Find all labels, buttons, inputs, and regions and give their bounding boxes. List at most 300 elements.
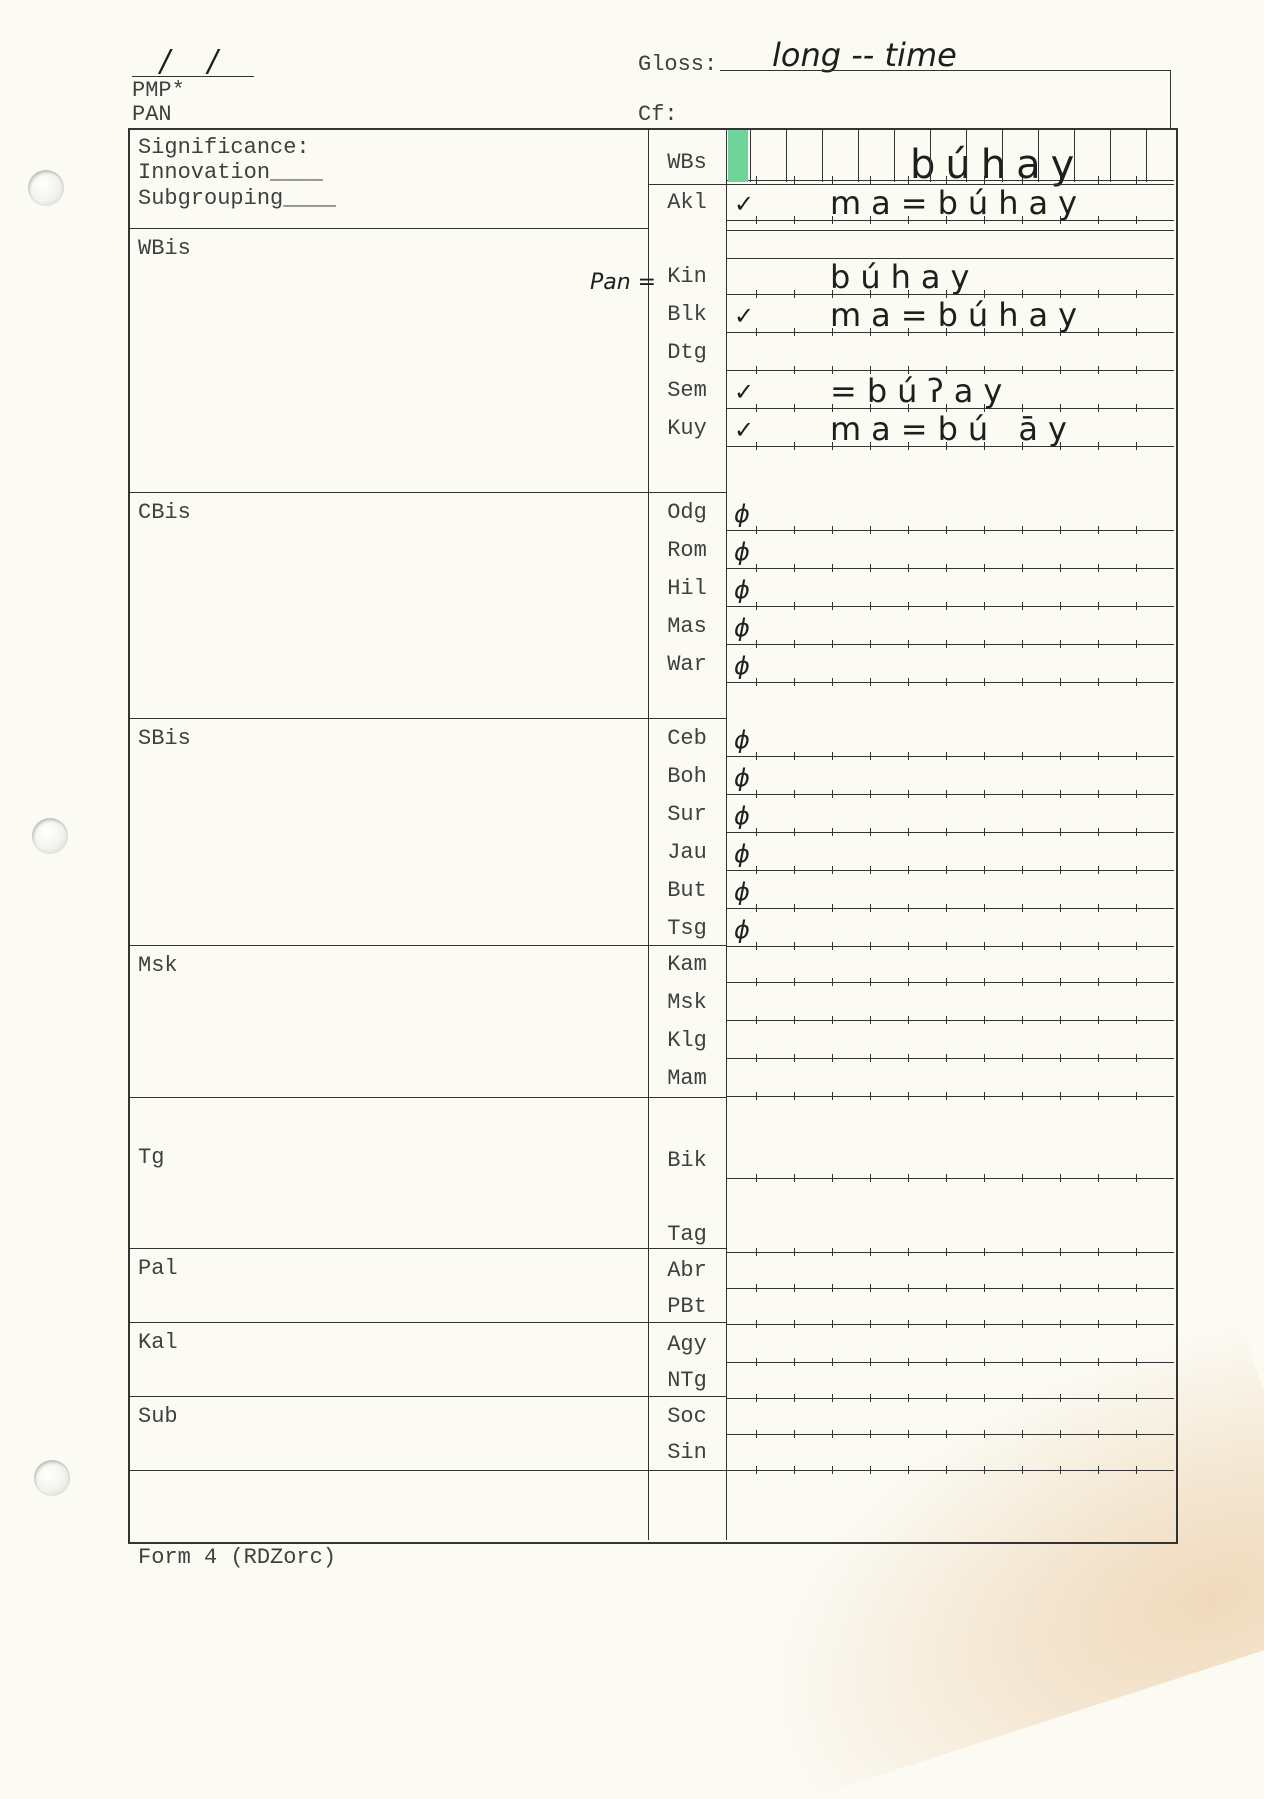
header-cell-divider [966, 128, 967, 182]
tick-mark [946, 866, 947, 874]
group-label-sub: Sub [138, 1404, 178, 1429]
form-footer: Form 4 (RDZorc) [138, 1545, 337, 1570]
tick-mark [832, 678, 833, 686]
date-underline [132, 76, 254, 77]
tick-mark [946, 828, 947, 836]
cf-label: Cf: [638, 102, 678, 127]
header-cell-divider [858, 128, 859, 182]
tick-mark [870, 564, 871, 572]
group-label-tg: Tg [138, 1145, 165, 1170]
tick-mark [832, 1430, 833, 1438]
tick-mark [832, 602, 833, 610]
tick-mark [756, 290, 757, 298]
language-code-wbs: WBs [667, 150, 707, 175]
tick-mark [756, 564, 757, 572]
tick-mark [1098, 1320, 1099, 1328]
tick-mark [794, 1394, 795, 1402]
language-code-hil: Hil [667, 576, 707, 601]
tick-mark [1136, 1174, 1137, 1182]
tick-mark [1098, 404, 1099, 412]
tick-mark [1022, 526, 1023, 534]
tick-mark [908, 526, 909, 534]
tick-mark [870, 176, 871, 184]
tick-mark [1136, 1358, 1137, 1366]
tick-mark [794, 442, 795, 450]
pan-label: PAN [132, 102, 172, 127]
tick-mark [908, 1248, 909, 1256]
language-code-kin: Kin [667, 264, 707, 289]
group-label-msk: Msk [138, 953, 178, 978]
tick-mark [946, 942, 947, 950]
tick-mark [1098, 678, 1099, 686]
tick-mark [908, 640, 909, 648]
tick-mark [1098, 1174, 1099, 1182]
tick-mark [1060, 526, 1061, 534]
tick-mark [946, 526, 947, 534]
tick-mark [794, 1174, 795, 1182]
tick-mark [1136, 942, 1137, 950]
language-code-msk: Msk [667, 990, 707, 1015]
tick-mark [1060, 942, 1061, 950]
tick-mark [870, 1466, 871, 1474]
check-mark: ϕ [734, 840, 750, 868]
tick-mark [1098, 366, 1099, 374]
tick-mark [832, 1174, 833, 1182]
tick-mark [984, 1284, 985, 1292]
tick-mark [1060, 1092, 1061, 1100]
header-cell-divider [822, 128, 823, 182]
tick-mark [946, 1248, 947, 1256]
check-mark: ϕ [734, 576, 750, 604]
tick-mark [908, 1174, 909, 1182]
tick-mark [1098, 1358, 1099, 1366]
tick-mark [794, 176, 795, 184]
tick-mark [908, 176, 909, 184]
language-code-rom: Rom [667, 538, 707, 563]
tick-mark [946, 1358, 947, 1366]
tick-mark [832, 526, 833, 534]
tick-mark [1136, 216, 1137, 224]
tick-mark [870, 904, 871, 912]
tick-mark [1098, 1016, 1099, 1024]
group-label-pal: Pal [138, 1256, 178, 1281]
check-mark: ϕ [734, 916, 750, 944]
tick-mark [946, 1092, 947, 1100]
tick-mark [1060, 1248, 1061, 1256]
tick-mark [984, 978, 985, 986]
tick-mark [946, 752, 947, 760]
tick-mark [756, 216, 757, 224]
tick-mark [870, 978, 871, 986]
tick-mark [908, 678, 909, 686]
tick-mark [946, 564, 947, 572]
tick-mark [1022, 678, 1023, 686]
group-label-wbis: WBis [138, 236, 191, 261]
tick-mark [832, 1358, 833, 1366]
tick-mark [946, 1054, 947, 1062]
language-code-but: But [667, 878, 707, 903]
group-divider [128, 492, 726, 493]
tick-mark [1136, 866, 1137, 874]
header-cell-divider [894, 128, 895, 182]
tick-mark [946, 1174, 947, 1182]
innovation-label: Innovation____ [138, 160, 323, 185]
tick-mark [984, 1430, 985, 1438]
tick-mark [1136, 678, 1137, 686]
tick-mark [794, 904, 795, 912]
tick-mark [794, 1358, 795, 1366]
check-mark: ϕ [734, 878, 750, 906]
tick-mark [1060, 1284, 1061, 1292]
language-code-ntg: NTg [667, 1368, 707, 1393]
tick-mark [946, 1284, 947, 1292]
check-mark: ϕ [734, 802, 750, 830]
punch-hole-top [28, 170, 64, 206]
tick-mark [1136, 526, 1137, 534]
tick-mark [908, 1394, 909, 1402]
tick-mark [832, 1320, 833, 1328]
tick-mark [870, 790, 871, 798]
cognate-form-blk: ma=búhay [830, 296, 1088, 334]
tick-mark [1098, 216, 1099, 224]
tick-mark [870, 526, 871, 534]
check-mark: ✓ [734, 190, 755, 218]
tick-mark [1022, 752, 1023, 760]
tick-mark [946, 1320, 947, 1328]
check-mark: ϕ [734, 652, 750, 680]
tick-mark [984, 1358, 985, 1366]
tick-mark [756, 1174, 757, 1182]
language-code-sur: Sur [667, 802, 707, 827]
tick-mark [908, 828, 909, 836]
tick-mark [1136, 1016, 1137, 1024]
tick-mark [794, 602, 795, 610]
tick-mark [870, 1092, 871, 1100]
tick-mark [1136, 1466, 1137, 1474]
header-cell-divider [1146, 128, 1147, 182]
tick-mark [756, 828, 757, 836]
tick-mark [1022, 1284, 1023, 1292]
tick-mark [756, 602, 757, 610]
language-code-soc: Soc [667, 1404, 707, 1429]
tick-mark [756, 1320, 757, 1328]
tick-mark [908, 1430, 909, 1438]
tick-mark [1022, 828, 1023, 836]
tick-mark [794, 1248, 795, 1256]
tick-mark [908, 564, 909, 572]
tick-mark [1060, 752, 1061, 760]
language-code-odg: Odg [667, 500, 707, 525]
tick-mark [1136, 904, 1137, 912]
language-code-pbt: PBt [667, 1294, 707, 1319]
tick-mark [1098, 442, 1099, 450]
tick-mark [984, 904, 985, 912]
tick-mark [832, 978, 833, 986]
tick-mark [756, 866, 757, 874]
tick-mark [870, 828, 871, 836]
tick-mark [794, 640, 795, 648]
tick-mark [832, 1394, 833, 1402]
tick-mark [756, 442, 757, 450]
tick-mark [794, 866, 795, 874]
tick-mark [1022, 1320, 1023, 1328]
tick-mark [984, 790, 985, 798]
tick-mark [832, 1054, 833, 1062]
tick-mark [794, 790, 795, 798]
language-code-jau: Jau [667, 840, 707, 865]
header-cell-divider [1074, 128, 1075, 182]
tick-mark [1098, 640, 1099, 648]
tick-mark [1060, 866, 1061, 874]
language-code-abr: Abr [667, 1258, 707, 1283]
header-cell-divider [750, 128, 751, 182]
tick-mark [870, 1320, 871, 1328]
tick-mark [1022, 564, 1023, 572]
tick-mark [908, 1320, 909, 1328]
tick-mark [756, 1394, 757, 1402]
header-cell-divider [930, 128, 931, 182]
tick-mark [908, 1466, 909, 1474]
tick-mark [1060, 366, 1061, 374]
tick-mark [1022, 1092, 1023, 1100]
tick-mark [1022, 1430, 1023, 1438]
cognate-form-wbs: búhay [910, 142, 1085, 188]
group-divider [128, 1097, 726, 1098]
tick-mark [832, 1248, 833, 1256]
group-label-kal: Kal [138, 1330, 178, 1355]
tick-mark [984, 526, 985, 534]
tick-mark [794, 404, 795, 412]
tick-mark [756, 328, 757, 336]
tick-mark [756, 942, 757, 950]
tick-mark [908, 602, 909, 610]
tick-mark [794, 1430, 795, 1438]
tick-mark [1136, 640, 1137, 648]
tick-mark [1136, 290, 1137, 298]
tick-mark [756, 1054, 757, 1062]
tick-mark [984, 640, 985, 648]
language-code-klg: Klg [667, 1028, 707, 1053]
tick-mark [1098, 1466, 1099, 1474]
tick-mark [756, 1430, 757, 1438]
tick-mark [756, 176, 757, 184]
check-mark: ϕ [734, 500, 750, 528]
tick-mark [794, 1054, 795, 1062]
tick-mark [908, 1284, 909, 1292]
tick-mark [1098, 176, 1099, 184]
pan-annotation: Pan = [590, 270, 657, 295]
tick-mark [756, 678, 757, 686]
tick-mark [756, 752, 757, 760]
tick-mark [1022, 1054, 1023, 1062]
tick-mark [794, 752, 795, 760]
tick-mark [984, 828, 985, 836]
tick-mark [756, 790, 757, 798]
tick-mark [908, 790, 909, 798]
tick-mark [794, 1016, 795, 1024]
significance-title: Significance: [138, 135, 310, 160]
tick-mark [1060, 564, 1061, 572]
tick-mark [946, 904, 947, 912]
language-code-akl: Akl [667, 190, 707, 215]
language-code-sem: Sem [667, 378, 707, 403]
group-column-divider [648, 128, 649, 1540]
language-code-bik: Bik [667, 1148, 707, 1173]
cognate-form-kin: búhay [830, 258, 980, 296]
tick-mark [1022, 866, 1023, 874]
language-code-mas: Mas [667, 614, 707, 639]
group-divider [128, 945, 726, 946]
tick-mark [870, 1284, 871, 1292]
tick-mark [1098, 978, 1099, 986]
tick-mark [946, 1016, 947, 1024]
tick-mark [1022, 1358, 1023, 1366]
header-cell-divider [1038, 128, 1039, 182]
cognate-form-akl: ma=búhay [830, 184, 1088, 222]
group-label-sbis: SBis [138, 726, 191, 751]
tick-mark [1136, 564, 1137, 572]
tick-mark [756, 904, 757, 912]
tick-mark [1136, 404, 1137, 412]
tick-mark [794, 1466, 795, 1474]
tick-mark [1136, 1320, 1137, 1328]
tick-mark [1136, 442, 1137, 450]
language-code-agy: Agy [667, 1332, 707, 1357]
tick-mark [908, 752, 909, 760]
tick-mark [794, 1092, 795, 1100]
language-code-kam: Kam [667, 952, 707, 977]
tick-mark [908, 978, 909, 986]
tick-mark [946, 790, 947, 798]
tick-mark [984, 602, 985, 610]
tick-mark [756, 1358, 757, 1366]
tick-mark [1098, 1394, 1099, 1402]
tick-mark [794, 366, 795, 374]
check-mark: ✓ [734, 378, 755, 406]
tick-mark [1098, 790, 1099, 798]
tick-mark [1060, 602, 1061, 610]
tick-mark [1136, 1430, 1137, 1438]
tick-mark [1136, 1092, 1137, 1100]
tick-mark [1022, 978, 1023, 986]
tick-mark [756, 1092, 757, 1100]
tick-mark [1136, 176, 1137, 184]
date-marks: / / [160, 44, 232, 79]
tick-mark [946, 678, 947, 686]
group-label-cbis: CBis [138, 500, 191, 525]
tick-mark [1136, 790, 1137, 798]
tick-mark [1022, 1394, 1023, 1402]
language-code-ceb: Ceb [667, 726, 707, 751]
group-divider [128, 718, 726, 719]
tick-mark [1060, 1320, 1061, 1328]
tick-mark [756, 1284, 757, 1292]
tick-mark [1136, 328, 1137, 336]
tick-mark [832, 904, 833, 912]
tick-mark [984, 942, 985, 950]
tick-mark [832, 942, 833, 950]
tick-mark [984, 1320, 985, 1328]
tick-mark [1022, 602, 1023, 610]
group-divider [128, 1396, 726, 1397]
tick-mark [1022, 904, 1023, 912]
tick-mark [832, 176, 833, 184]
tick-mark [908, 1016, 909, 1024]
tick-mark [1022, 942, 1023, 950]
tick-mark [832, 1016, 833, 1024]
check-mark: ✓ [734, 416, 755, 444]
tick-mark [756, 1466, 757, 1474]
cognate-form-sem: =búʔay [830, 372, 1013, 410]
tick-mark [1098, 866, 1099, 874]
tick-mark [946, 640, 947, 648]
tick-mark [756, 526, 757, 534]
check-mark: ϕ [734, 614, 750, 642]
tick-mark [1060, 1394, 1061, 1402]
tick-mark [1098, 1284, 1099, 1292]
tick-mark [984, 866, 985, 874]
tick-mark [832, 828, 833, 836]
tick-mark [1098, 290, 1099, 298]
tick-mark [1060, 1466, 1061, 1474]
tick-mark [870, 602, 871, 610]
tick-mark [946, 602, 947, 610]
tick-mark [794, 828, 795, 836]
header-cell-divider [1002, 128, 1003, 182]
tick-mark [794, 564, 795, 572]
tick-mark [794, 942, 795, 950]
tick-mark [832, 752, 833, 760]
tick-mark [1060, 828, 1061, 836]
tick-mark [1098, 1430, 1099, 1438]
tick-mark [870, 752, 871, 760]
tick-mark [1098, 1054, 1099, 1062]
tick-mark [794, 1284, 795, 1292]
tick-mark [832, 564, 833, 572]
tick-mark [908, 1358, 909, 1366]
header-cell-divider [1110, 128, 1111, 182]
tick-mark [1060, 1174, 1061, 1182]
tick-mark [1022, 1016, 1023, 1024]
tick-mark [1136, 1054, 1137, 1062]
check-mark: ϕ [734, 764, 750, 792]
tick-mark [984, 752, 985, 760]
pmp-label: PMP* [132, 78, 185, 103]
tick-mark [946, 1466, 947, 1474]
tick-mark [1136, 752, 1137, 760]
tick-mark [756, 1016, 757, 1024]
group-divider [128, 1248, 726, 1249]
tick-mark [832, 1092, 833, 1100]
language-code-tsg: Tsg [667, 916, 707, 941]
tick-mark [794, 978, 795, 986]
tick-mark [1098, 526, 1099, 534]
tick-mark [870, 1430, 871, 1438]
cf-box-edge [1170, 70, 1171, 128]
gloss-underline [720, 70, 1170, 71]
tick-mark [794, 1320, 795, 1328]
tick-mark [832, 1466, 833, 1474]
tick-mark [794, 526, 795, 534]
tick-mark [870, 866, 871, 874]
tick-mark [1060, 1054, 1061, 1062]
tick-mark [870, 1174, 871, 1182]
language-code-kuy: Kuy [667, 416, 707, 441]
tick-mark [870, 678, 871, 686]
tick-mark [1022, 640, 1023, 648]
subgrouping-label: Subgrouping____ [138, 186, 337, 211]
tick-mark [1060, 1430, 1061, 1438]
